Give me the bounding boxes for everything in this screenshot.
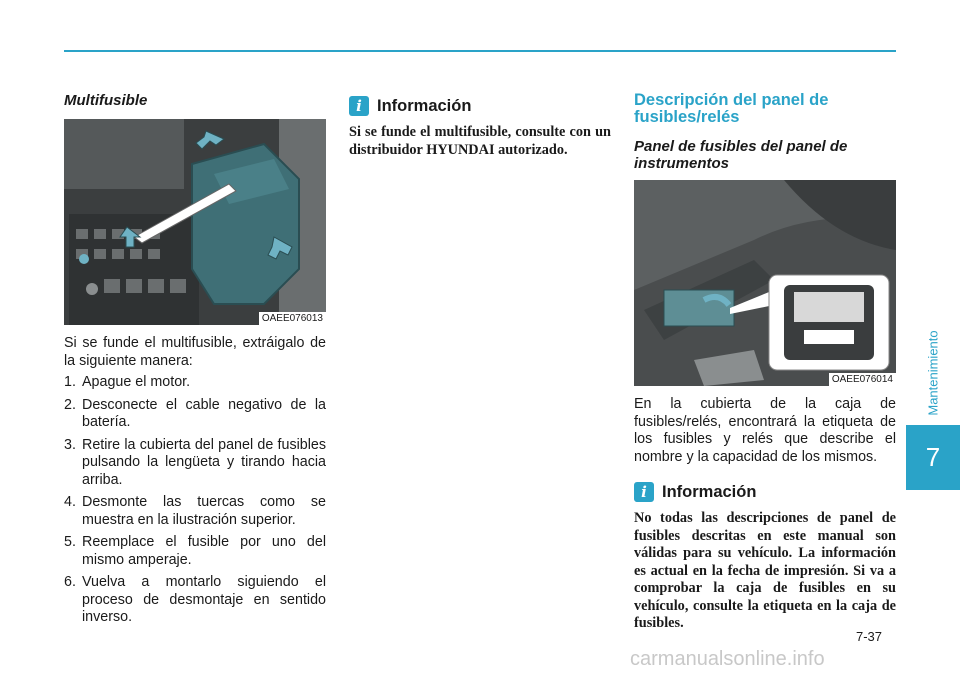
column-fuse-panel (634, 88, 896, 633)
instrument-panel-illustration (634, 180, 896, 386)
figure-code: OAEE076014 (829, 373, 896, 386)
info-text: No todas las descripciones de panel de fusibles descritas en este manual son válidas para su vehículo. La información es actual en la fecha de impresión. Si va a comprobar la caja de fusibles en su vehículo, consulte la etiqueta en la caja de fusibles. (634, 510, 896, 631)
column-multifusible (64, 88, 326, 632)
subsection-title: Panel de fusibles del panel de instrumentos (634, 138, 848, 172)
list-item: 6. Vuelva a montarlo siguiendo el proceso de desmontaje en sentido inverso. (64, 574, 326, 625)
engine-fusebox-illustration (64, 119, 326, 325)
column-info (349, 88, 611, 159)
page-number: 7-37 (856, 629, 883, 644)
intro-text: Si se funde el multifusible, extráigalo de la siguiente manera: (64, 335, 326, 369)
list-item: 1. Apague el motor. (64, 374, 191, 390)
watermark: carmanualsonline.info (630, 648, 825, 670)
list-item: 2. Desconecte el cable negativo de la batería. (64, 396, 326, 430)
top-rule (64, 50, 896, 52)
info-header (634, 482, 896, 502)
info-icon: i (634, 482, 654, 502)
info-icon: i (349, 96, 369, 116)
info-title: Información (377, 96, 472, 115)
instrument-panel-photo (634, 180, 896, 386)
section-title-fuse-panel: Descripción del panel de fusibles/relés (634, 91, 829, 126)
list-item: 5. Reemplace el fusible por uno del mismo amperaje. (64, 534, 326, 568)
info-title: Información (662, 482, 757, 501)
figure-code: OAEE076013 (259, 312, 326, 325)
list-item: 4. Desmonte las tuercas como se muestra en la ilustración superior. (64, 494, 326, 528)
info-text: Si se funde el multifusible, consulte con un distribuidor HYUNDAI autorizado. (349, 124, 611, 158)
section-title-multifusible: Multifusible (64, 92, 148, 109)
engine-fusebox-photo (64, 119, 326, 325)
body-text: En la cubierta de la caja de fusibles/relés, encontrará la etiqueta de los fusibles y relés que describe el nombre y la capacidad de los mismos. (634, 396, 896, 465)
chapter-label: Mantenimiento (925, 330, 941, 416)
chapter-tab[interactable]: 7 (906, 425, 960, 490)
steps-list (64, 374, 326, 627)
info-header (349, 96, 611, 116)
list-item: 3. Retire la cubierta del panel de fusibles pulsando la lengüeta y tirando hacia arriba. (64, 436, 326, 488)
